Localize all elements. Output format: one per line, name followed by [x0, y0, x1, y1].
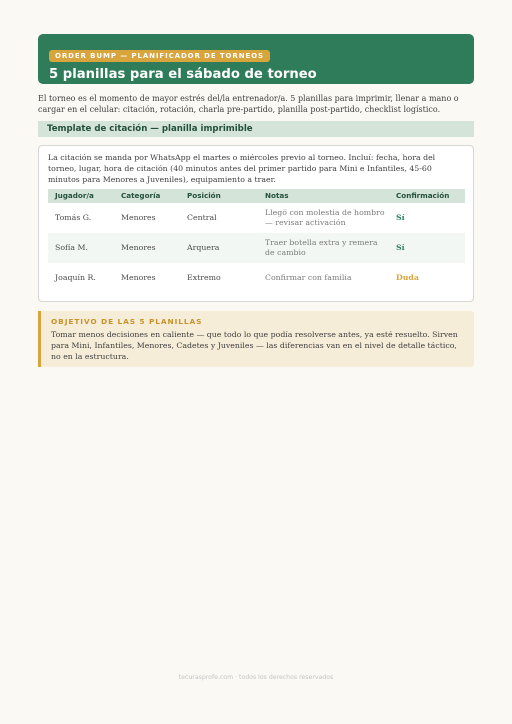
cell-categoria: Menores	[121, 272, 156, 282]
cell-categoria: Menores	[114, 233, 180, 263]
column-header-categoria: Categoría	[114, 189, 180, 203]
citacion-description: La citación se manda por WhatsApp el martes o miércoles previo al torneo. Incluí: fecha, hora del torneo, lugar, hora de citación (40 minutos antes del primer partido para Mini e Infantiles, 45-60 minutos para Menores a Juveniles), equipamiento a traer.	[48, 153, 436, 185]
table-row	[48, 263, 465, 293]
cell-confirmacion: Sí	[396, 212, 405, 222]
section-header-citacion: Template de citación — planilla imprimible	[38, 121, 474, 137]
callout-text: Tomar menos decisiones en caliente — que todo lo que podía resolverse antes, ya esté resuelto. Sirven para Mini, Infantiles, Menores, Cadetes y Juveniles — las diferencias van en el nivel de detalle táctico, no en la estructura.	[51, 329, 458, 361]
cell-jugador: Joaquín R.	[55, 272, 96, 282]
intro-paragraph: El torneo es el momento de mayor estrés del/la entrenador/a. 5 planillas para imprimir, llenar a mano o cargar en el celular: citación, rotación, charla pre-partido, planilla post-partido, checklist logístico.	[38, 94, 459, 114]
document-page	[38, 34, 474, 367]
page-title: 5 planillas para el sábado de torneo	[49, 67, 317, 82]
cell-posicion: Central	[187, 212, 217, 222]
citacion-table	[48, 189, 465, 293]
cell-jugador: Tomás G.	[55, 212, 92, 222]
objective-callout	[38, 311, 474, 367]
cell-jugador: Sofía M.	[48, 233, 114, 263]
order-bump-tag: ORDER BUMP — PLANIFICADOR DE TORNEOS	[49, 50, 270, 62]
column-header-confirmacion: Confirmación	[389, 189, 465, 203]
cell-posicion: Arquera	[180, 233, 258, 263]
cell-notas: Confirmar con familia	[265, 272, 352, 282]
column-header-posicion: Posición	[180, 189, 258, 203]
table-header-row	[48, 189, 465, 203]
column-header-jugador: Jugador/a	[48, 189, 114, 203]
column-header-notas: Notas	[258, 189, 389, 203]
hero-banner	[38, 34, 474, 84]
cell-posicion: Extremo	[187, 272, 221, 282]
cell-notas: Traer botella extra y remera de cambio	[258, 233, 389, 263]
table-row	[48, 203, 465, 233]
cell-confirmacion: Sí	[389, 233, 465, 263]
cell-confirmacion: Duda	[396, 272, 419, 282]
cell-notas: Llegó con molestia de hombro — revisar activación	[265, 207, 385, 227]
callout-title: OBJETIVO DE LAS 5 PLANILLAS	[51, 316, 203, 326]
cell-categoria: Menores	[121, 212, 156, 222]
page-footer: tecurasprofe.com · todos los derechos reservados	[178, 674, 334, 681]
citacion-card	[38, 145, 474, 302]
table-row	[48, 233, 465, 263]
